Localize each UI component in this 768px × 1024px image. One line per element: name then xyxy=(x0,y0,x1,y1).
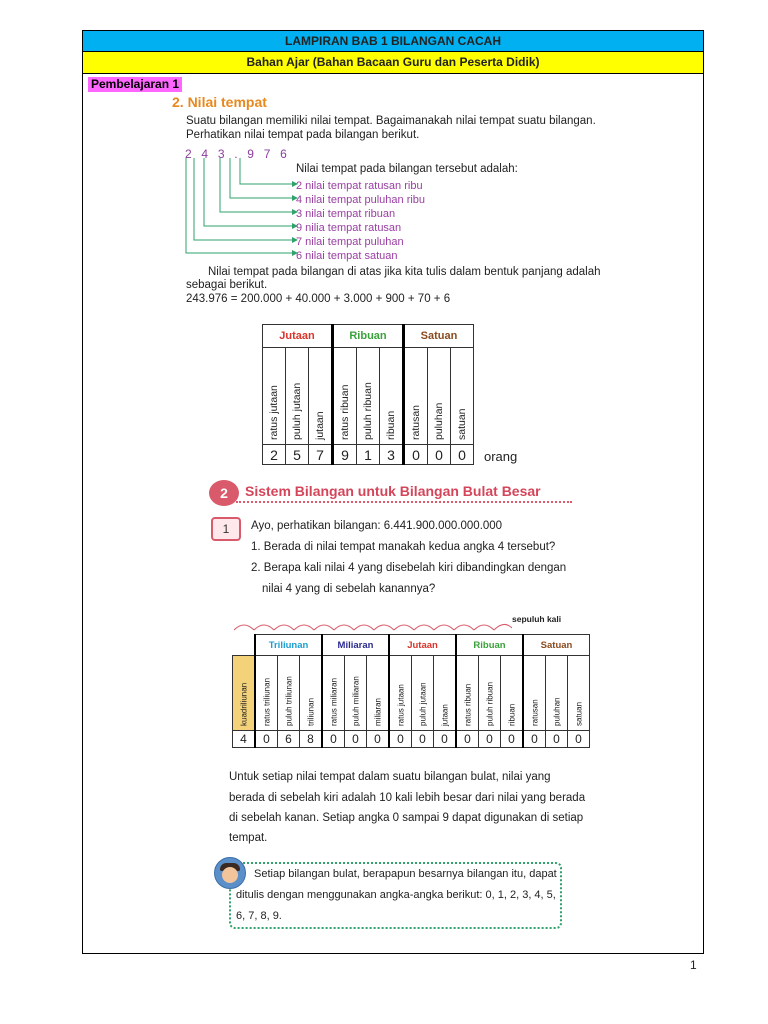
place-intro: Nilai tempat pada bilangan tersebut adalah: xyxy=(296,163,518,175)
explanation-line-3: di sebelah kanan. Setiap angka 0 sampai 9 dapat digunakan di setiap xyxy=(229,812,584,824)
place-value-table-1 xyxy=(262,324,474,465)
column-header: ribuan xyxy=(501,656,524,731)
digit-cell: 7 xyxy=(309,445,333,465)
place-arrows-diagram xyxy=(180,158,300,268)
group-label-satuan: Satuan xyxy=(523,635,590,656)
document-title: LAMPIRAN BAB 1 BILANGAN CACAH xyxy=(83,31,703,52)
digit-cell: 0 xyxy=(428,445,451,465)
place-item: 7 nilai tempat puluhan xyxy=(296,236,404,248)
column-header: triliunan xyxy=(300,656,323,731)
column-header: puluhan xyxy=(546,656,568,731)
digit-cell: 6 xyxy=(278,731,300,748)
column-header: puluhan xyxy=(428,348,451,445)
digit-cell: 0 xyxy=(451,445,474,465)
table2-column-row xyxy=(233,656,590,731)
place-item: 4 nilai tempat puluhan ribu xyxy=(296,194,426,206)
arc-label: sepuluh kali xyxy=(512,614,562,624)
prompt-line: Ayo, perhatikan bilangan: 6.441.900.000.000.000 xyxy=(251,520,503,532)
example-number: 2 4 3 . 9 7 6 xyxy=(185,147,290,161)
column-header: puluh jutaan xyxy=(286,348,309,445)
section-badge: 2 xyxy=(209,480,239,506)
digit-cell: 8 xyxy=(300,731,323,748)
table2-digit-row xyxy=(233,731,590,748)
explanation-line-2: berada di sebelah kiri adalah 10 kali lebih besar dari nilai yang berada xyxy=(229,792,586,804)
digit-cell: 0 xyxy=(501,731,524,748)
column-header: miliaran xyxy=(367,656,390,731)
expanded-form: 243.976 = 200.000 + 40.000 + 3.000 + 900 + 70 + 6 xyxy=(186,293,451,305)
digit-cell: 0 xyxy=(255,731,278,748)
digit-cell: 0 xyxy=(434,731,457,748)
tip-line-3: 6, 7, 8, 9. xyxy=(236,910,282,922)
column-header: kuadriliunan xyxy=(233,656,256,731)
column-header: ratusan xyxy=(523,656,546,731)
page-number: 1 xyxy=(690,958,697,972)
column-header: puluh miliaran xyxy=(345,656,367,731)
lesson-tag: Pembelajaran 1 xyxy=(88,77,182,92)
long-form-line-1: Nilai tempat pada bilangan di atas jika kita tulis dalam bentuk panjang adalah xyxy=(208,266,601,278)
digit-cell: 0 xyxy=(367,731,390,748)
ten-times-arcs xyxy=(232,620,512,632)
group-label-jutaan: Jutaan xyxy=(389,635,456,656)
place-item: 2 nilai tempat ratusan ribu xyxy=(296,180,423,192)
digit-cell: 4 xyxy=(233,731,256,748)
table1-digit-row xyxy=(263,445,474,465)
group-label-triliunan: Triliunan xyxy=(255,635,322,656)
column-header: ribuan xyxy=(380,348,404,445)
column-header: puluh triliunan xyxy=(278,656,300,731)
column-header: satuan xyxy=(451,348,474,445)
column-header: ratus jutaan xyxy=(263,348,286,445)
digit-cell: 0 xyxy=(523,731,546,748)
digit-cell: 2 xyxy=(263,445,286,465)
column-header: ratus miliaran xyxy=(322,656,345,731)
group-label-satuan: Satuan xyxy=(404,325,474,348)
tip-line-1: Setiap bilangan bulat, berapapun besarnya bilangan itu, dapat xyxy=(254,868,557,880)
table2-group-row xyxy=(233,635,590,656)
digit-cell: 0 xyxy=(322,731,345,748)
digit-cell: 1 xyxy=(357,445,380,465)
group-label-ribuan: Ribuan xyxy=(333,325,404,348)
digit-cell: 9 xyxy=(333,445,357,465)
question-2a: 2. Berapa kali nilai 4 yang disebelah kiri dibandingkan dengan xyxy=(251,562,567,574)
intro-line-1 xyxy=(186,115,596,127)
teacher-avatar-icon xyxy=(214,857,246,889)
digit-cell: 0 xyxy=(568,731,590,748)
table1-suffix: orang xyxy=(484,449,518,464)
arrow-digit-4 xyxy=(220,158,292,212)
explanation-line-4: tempat. xyxy=(229,832,268,844)
place-value-table-2 xyxy=(232,634,590,748)
digit-cell: 0 xyxy=(412,731,434,748)
group-label-miliaran: Miliaran xyxy=(322,635,389,656)
table1-group-row xyxy=(263,325,474,348)
digit-cell: 3 xyxy=(380,445,404,465)
explanation-line-1: Untuk setiap nilai tempat dalam suatu bilangan bulat, nilai yang xyxy=(229,771,551,783)
arrow-digit-6 xyxy=(240,158,292,184)
long-form-line-2: sebagai berikut. xyxy=(186,279,268,291)
document-subtitle: Bahan Ajar (Bahan Bacaan Guru dan Peserta Didik) xyxy=(83,52,703,74)
table1-column-row xyxy=(263,348,474,445)
tip-line-2: ditulis dengan menggunakan angka-angka berikut: 0, 1, 2, 3, 4, 5, xyxy=(236,889,556,901)
arrow-digit-1 xyxy=(186,158,292,253)
column-header: ratus ribuan xyxy=(333,348,357,445)
column-header: ratus triliunan xyxy=(255,656,278,731)
column-header: puluh ribuan xyxy=(357,348,380,445)
column-header: puluh jutaan xyxy=(412,656,434,731)
arrow-digit-2 xyxy=(194,158,292,240)
column-header: jutaan xyxy=(434,656,457,731)
digit-cell: 0 xyxy=(456,731,479,748)
place-item: 9 nilia tempat ratusan xyxy=(296,222,402,234)
digit-cell: 0 xyxy=(479,731,501,748)
digit-cell: 0 xyxy=(389,731,412,748)
item-badge: 1 xyxy=(211,517,241,541)
digit-cell: 0 xyxy=(404,445,428,465)
group-label-jutaan: Jutaan xyxy=(263,325,333,348)
digit-cell: 5 xyxy=(286,445,309,465)
column-header: satuan xyxy=(568,656,590,731)
question-1: 1. Berada di nilai tempat manakah kedua angka 4 tersebut? xyxy=(251,541,556,553)
group-label-ribuan: Ribuan xyxy=(456,635,523,656)
column-header: puluh ribuan xyxy=(479,656,501,731)
empty-cell xyxy=(233,635,256,656)
intro-line-2: Perhatikan nilai tempat pada bilangan berikut. xyxy=(186,129,420,141)
column-header: ratusan xyxy=(404,348,428,445)
column-header: ratus jutaan xyxy=(389,656,412,731)
arrow-digit-3 xyxy=(204,158,292,226)
question-2b: nilai 4 yang di sebelah kanannya? xyxy=(262,583,436,595)
section-title: Sistem Bilangan untuk Bilangan Bulat Besar xyxy=(245,483,541,499)
column-header: jutaan xyxy=(309,348,333,445)
place-item: 6 nilai tempat satuan xyxy=(296,250,398,262)
section-heading-nilai-tempat: 2. Nilai tempat xyxy=(172,94,267,110)
digit-cell: 0 xyxy=(345,731,367,748)
intro-line-1-text: Suatu bilangan memiliki nilai tempat. Bagaimanakah nilai tempat suatu bilangan. xyxy=(186,115,596,127)
digit-cell: 0 xyxy=(546,731,568,748)
column-header: ratus ribuan xyxy=(456,656,479,731)
arrow-digit-5 xyxy=(230,158,292,198)
dotted-divider xyxy=(236,501,572,503)
place-item: 3 nilai tempat ribuan xyxy=(296,208,396,220)
